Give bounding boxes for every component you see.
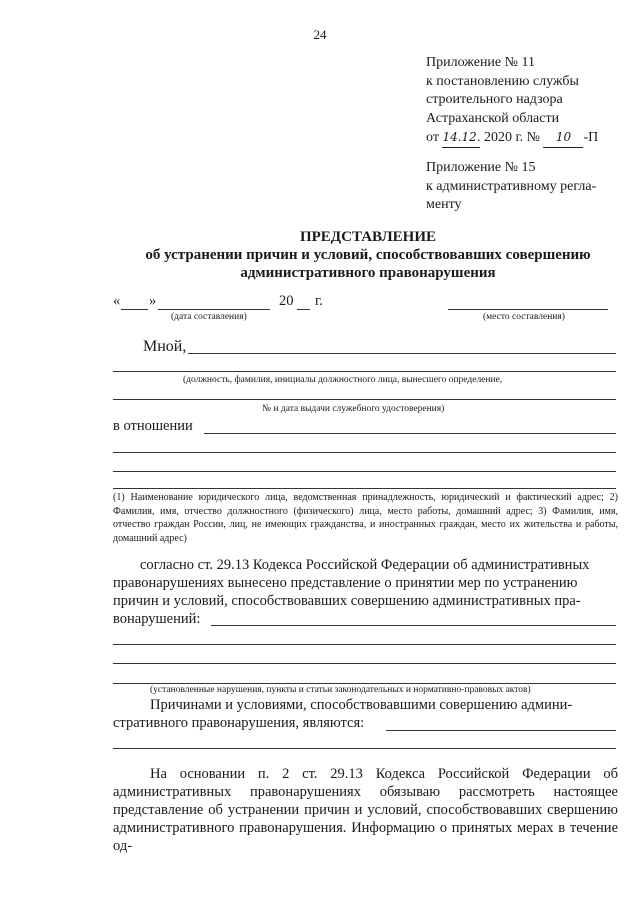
regarding-field-line-1 bbox=[204, 433, 616, 434]
appendix-15-block bbox=[426, 159, 596, 215]
para1-line3: причин и условий, способствовавших совершению административных пра- bbox=[113, 593, 581, 609]
year-field-line bbox=[297, 309, 310, 310]
author-caption-1: (должность, фамилия, инициалы должностного лица, вынесшего определение, bbox=[183, 375, 503, 385]
causes-field-line-2 bbox=[113, 748, 616, 749]
appendix-11-line2: строительного надзора bbox=[426, 92, 563, 107]
appendix-11-date-line bbox=[426, 128, 598, 148]
para1-line1: согласно ст. 29.13 Кодекса Российской Федерации об административных bbox=[140, 557, 590, 573]
regarding-field-line-3 bbox=[113, 471, 616, 472]
author-field-line-3 bbox=[113, 399, 616, 400]
date-caption: (дата составления) bbox=[171, 312, 247, 322]
para2-line2: стративного правонарушения, являются: bbox=[113, 715, 365, 731]
para1-line4: вонарушений: bbox=[113, 611, 201, 627]
para3: На основании п. 2 ст. 29.13 Кодекса Российской Федерации об административных правонарушениях обязываю рассмотреть настоящее представление об устранении причин и условий, способствовавших свершению административного правонарушения. Информацию о принятых мерах в течение од- bbox=[113, 766, 618, 854]
date-close-quote: » bbox=[149, 293, 157, 309]
author-label: Мной, bbox=[143, 338, 187, 355]
year-prefix: 20 bbox=[279, 293, 294, 309]
from-label: от bbox=[426, 130, 439, 145]
subject-footnote: (1) Наименование юридического лица, ведомственная принадлежность, юридический и фактический адрес; 2) Фамилия, имя, отчество должностного (физического) лица, место работы, домашний адрес; 3) Фамилия, имя, отчество граждан России, лиц, не имеющих гражданства, и иностранных граждан, место их жительства и работы, домашний адрес) bbox=[113, 492, 618, 544]
violations-field-line-3 bbox=[113, 663, 616, 664]
violations-field-line-4 bbox=[113, 683, 616, 684]
place-caption: (место составления) bbox=[483, 312, 565, 322]
para2-line1: Причинами и условиями, способствовавшими совершению админи- bbox=[150, 697, 573, 713]
appendix-15-line1: к административному регла- bbox=[426, 178, 597, 194]
document-subtitle-2: административного правонарушения bbox=[240, 265, 496, 281]
violations-field-line-1 bbox=[211, 625, 616, 626]
regarding-field-line-4 bbox=[113, 488, 616, 489]
author-field-line-2 bbox=[113, 371, 616, 372]
year-suffix: г. bbox=[315, 293, 323, 309]
handwritten-number: 10 bbox=[543, 128, 583, 148]
page-number: 24 bbox=[313, 27, 327, 42]
appendix-11-block bbox=[426, 54, 598, 148]
month-field-line bbox=[158, 309, 270, 310]
appendix-11-line3: Астраханской области bbox=[426, 110, 560, 126]
author-caption-2: № и дата выдачи служебного удостоверения) bbox=[262, 404, 445, 414]
number-suffix: -П bbox=[583, 130, 599, 145]
regarding-label: в отношении bbox=[113, 418, 193, 434]
regarding-field-line-2 bbox=[113, 452, 616, 453]
violations-caption: (установленные нарушения, пункты и статьи законодательных и нормативно-правовых актов) bbox=[150, 685, 531, 695]
date-open-quote: « bbox=[113, 293, 121, 309]
appendix-15-title: Приложение № 15 bbox=[426, 160, 536, 175]
handwritten-date: 14.12. bbox=[442, 128, 480, 148]
para1-line2: правонарушениях вынесено представление о принятии мер по устранению bbox=[113, 575, 578, 591]
document-title: ПРЕДСТАВЛЕНИЕ bbox=[299, 229, 437, 245]
document-subtitle-1: об устранении причин и условий, способствовавших совершению bbox=[145, 247, 591, 263]
author-field-line-1 bbox=[188, 353, 616, 354]
appendix-11-title: Приложение № 11 bbox=[426, 55, 535, 70]
day-field-line bbox=[121, 309, 148, 310]
year-number-label: 2020 г. № bbox=[483, 130, 540, 145]
appendix-11-line1: к постановлению службы bbox=[426, 73, 579, 89]
causes-field-line-1 bbox=[386, 730, 616, 731]
violations-field-line-2 bbox=[113, 644, 616, 645]
place-field-line bbox=[448, 309, 608, 310]
appendix-15-line2: менту bbox=[426, 197, 462, 212]
